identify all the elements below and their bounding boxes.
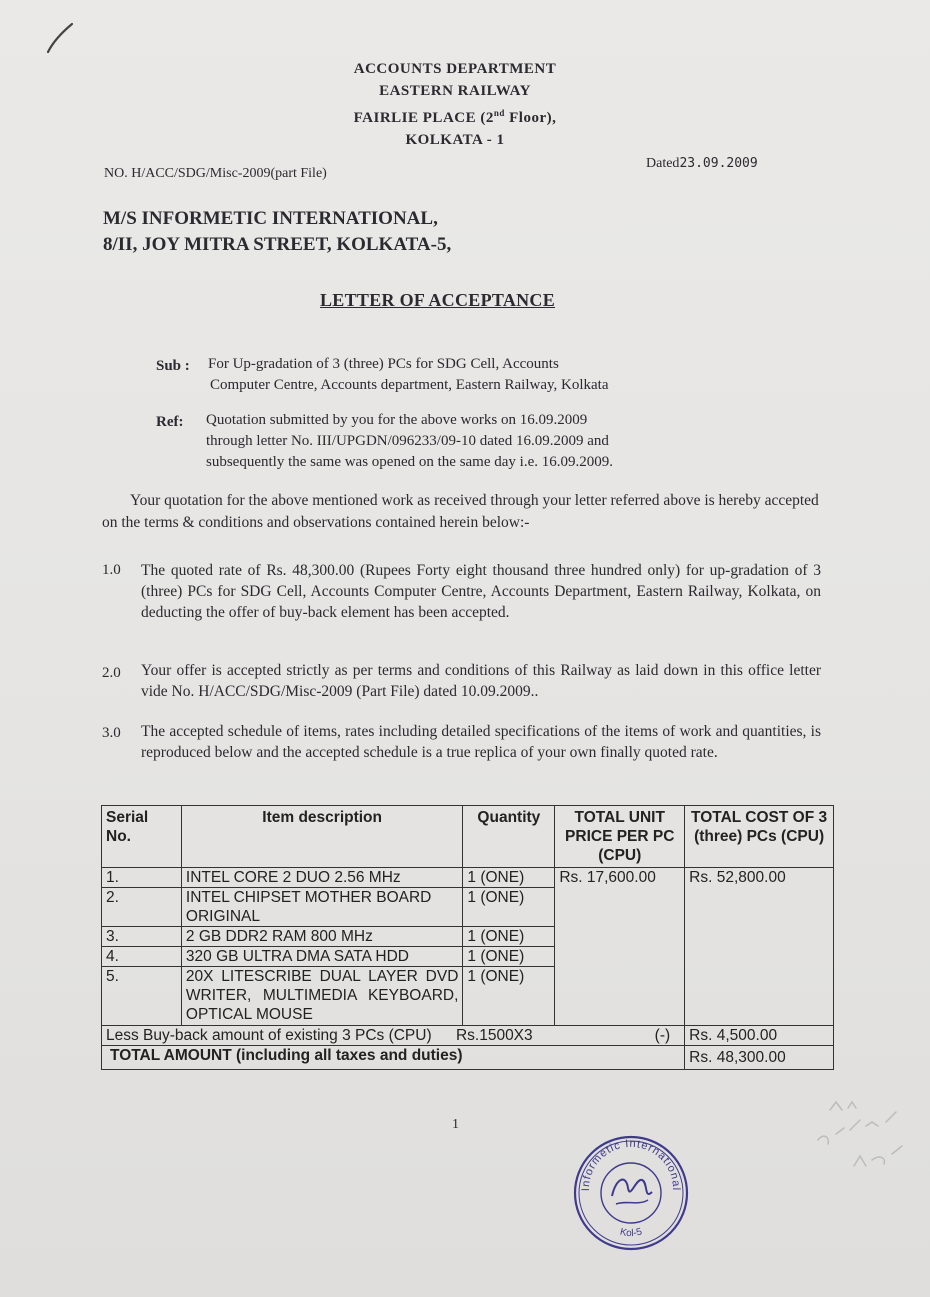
buyback-label: Less Buy-back amount of existing 3 PCs (CPU) xyxy=(106,1027,432,1044)
header-serial: Serial No. xyxy=(102,806,182,868)
header-unit-price: TOTAL UNIT PRICE PER PC (CPU) xyxy=(555,806,685,868)
table-row: 4. 320 GB ULTRA DMA SATA HDD 1 (ONE) xyxy=(102,947,834,967)
total-row xyxy=(102,1046,834,1070)
subject-text: For Up-gradation of 3 (three) PCs for SDG Cell, Accounts Computer Centre, Accounts department, Eastern Railway, Kolkata xyxy=(208,356,609,393)
unit-price-cell: Rs. 17,600.00 xyxy=(555,868,685,1026)
buyback-row xyxy=(102,1026,834,1046)
clause-text: The quoted rate of Rs. 48,300.00 (Rupees Forty eight thousand three hundred only) for up-gradation of 3 (three) PCs for SDG Cell, Accounts Computer Centre, Accounts Department, Eastern Railway, Kolkata, on deducting the offer of buy-back element has been accepted. xyxy=(141,562,821,621)
reference-text: Quotation submitted by you for the above works on 16.09.2009 through letter No. III/UPGDN/096233/09-10 dated 16.09.2009 and subsequently the same was opened on the same day i.e. 16.09.2009. xyxy=(206,412,613,470)
svg-text:Informetic International: Informetic International xyxy=(579,1137,683,1192)
table-row: 1. INTEL CORE 2 DUO 2.56 MHz 1 (ONE) Rs. 17,600.00 Rs. 52,800.00 xyxy=(102,868,834,888)
clause-number: 2.0 xyxy=(102,665,121,681)
header-place: FAIRLIE PLACE (2nd Floor), xyxy=(353,108,557,126)
document-title: LETTER OF ACCEPTANCE xyxy=(320,290,556,310)
reference-label: Ref: xyxy=(156,414,184,430)
clause-number: 1.0 xyxy=(102,562,121,578)
letter-date: Dated23.09.2009 xyxy=(646,156,758,171)
buyback-sign: (-) xyxy=(555,1026,685,1046)
header-dept: ACCOUNTS DEPARTMENT xyxy=(353,61,557,77)
letter-ref-no: NO. H/ACC/SDG/Misc-2009(part File) xyxy=(104,166,327,181)
total-cost-cell: Rs. 52,800.00 xyxy=(685,868,834,1026)
company-seal xyxy=(572,1134,690,1252)
header-quantity: Quantity xyxy=(463,806,555,868)
header-railway: EASTERN RAILWAY xyxy=(379,83,531,99)
table-row: 3. 2 GB DDR2 RAM 800 MHz 1 (ONE) xyxy=(102,927,834,947)
total-amount: Rs. 48,300.00 xyxy=(685,1046,834,1070)
header-description: Item description xyxy=(181,806,462,868)
table-row: 2. INTEL CHIPSET MOTHER BOARD ORIGINAL 1 (ONE) xyxy=(102,888,834,927)
header-city: KOLKATA - 1 xyxy=(405,132,505,148)
table-row: 5. 20X LITESCRIBE DUAL LAYER DVD WRITER, MULTIMEDIA KEYBOARD, OPTICAL MOUSE 1 (ONE) xyxy=(102,967,834,1026)
letterhead xyxy=(300,58,610,151)
table-header-row xyxy=(102,806,834,868)
buyback-calc: Rs.1500X3 xyxy=(455,1027,533,1044)
total-label: TOTAL AMOUNT (including all taxes and duties) xyxy=(102,1046,685,1070)
intro-paragraph: Your quotation for the above mentioned work as received through your letter referred above is hereby accepted on the terms & conditions and observations contained herein below:- xyxy=(102,492,819,531)
clause-text: The accepted schedule of items, rates including detailed specifications of the items of work and quantities, is reproduced below and the accepted schedule is a true replica of your own finally quoted rate. xyxy=(141,723,821,761)
page-number: 1 xyxy=(452,1117,459,1132)
subject-label: Sub : xyxy=(156,358,190,374)
schedule-table xyxy=(101,805,834,1070)
pen-mark xyxy=(40,18,80,58)
svg-text:Kol-5: Kol-5 xyxy=(618,1226,644,1240)
buyback-amount: Rs. 4,500.00 xyxy=(685,1026,834,1046)
addressee: M/S INFORMETIC INTERNATIONAL, 8/II, JOY MITRA STREET, KOLKATA-5, xyxy=(103,208,452,255)
clause-number: 3.0 xyxy=(102,725,121,741)
clause-text: Your offer is accepted strictly as per terms and conditions of this Railway as laid down in this office letter vide No. H/ACC/SDG/Misc-2009 (Part File) dated 10.09.2009.. xyxy=(141,662,821,700)
header-total-cost: TOTAL COST OF 3 (three) PCs (CPU) xyxy=(685,806,834,868)
faint-handwriting xyxy=(800,1100,920,1190)
